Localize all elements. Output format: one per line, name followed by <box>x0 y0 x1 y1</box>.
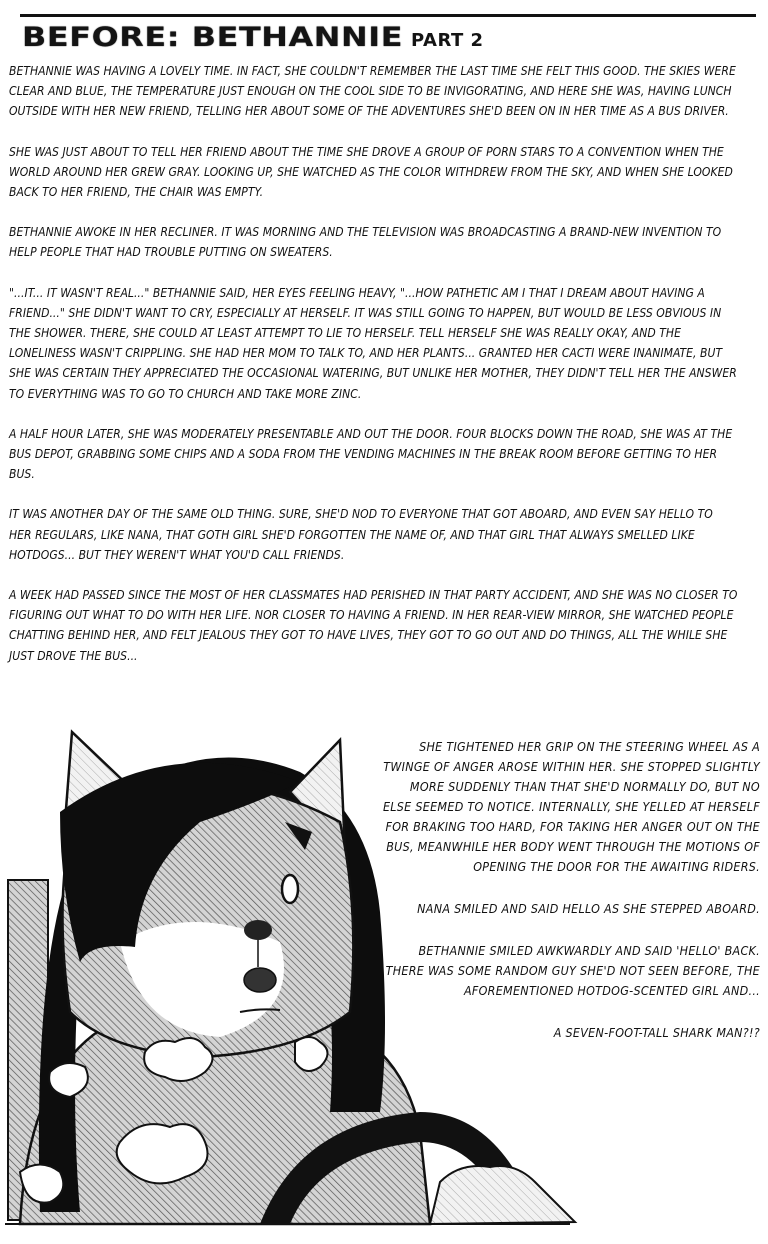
page-title <box>22 22 484 52</box>
story-paragraph: A HALF HOUR LATER, SHE WAS MODERATELY PRESENTABLE AND OUT THE DOOR. FOUR BLOCKS DOWN THE ROAD, SHE WAS AT THE BUS DEPOT, GRABBING SOME CHIPS AND A SODA FROM THE VENDING MACHINES IN THE BREAK ROOM BEFORE GETTING TO HER BUS. <box>9 425 733 482</box>
story-paragraph: BETHANNIE AWOKE IN HER RECLINER. IT WAS MORNING AND THE TELEVISION WAS BROADCASTING A BRAND-NEW INVENTION TO HELP PEOPLE THAT HAD TROUBLE PUTTING ON SWEATERS. <box>9 224 722 260</box>
story-body <box>9 61 761 686</box>
story-paragraph: SHE WAS JUST ABOUT TO TELL HER FRIEND ABOUT THE TIME SHE DROVE A GROUP OF PORN STARS TO A CONVENTION WHEN THE WORLD AROUND HER GREW GRAY. LOOKING UP, SHE WATCHED AS THE COLOR WITHDREW FROM THE SKY, AND WHEN SHE LOOKED BACK TO HER FRIEND, THE CHAIR WAS EMPTY. <box>9 143 733 200</box>
side-paragraph: BETHANNIE SMILED AWKWARDLY AND SAID 'HELLO' BACK. THERE WAS SOME RANDOM GUY SHE'D NOT SEEN BEFORE, THE AFOREMENTIONED HOTDOG-SCENTED GIRL AND... <box>385 943 760 998</box>
side-text-column <box>378 737 760 1063</box>
side-paragraph: SHE TIGHTENED HER GRIP ON THE STEERING WHEEL AS A TWINGE OF ANGER AROSE WITHIN HER. SHE STOPPED SLIGHTLY MORE SUDDENLY THAN THAT SHE'D NORMALLY DO, BUT NO ELSE SEEMED TO NOTICE. INTERNALLY, SHE YELLED AT HERSELF FOR BRAKING TOO HARD, FOR TAKING HER ANGER OUT ON THE BUS, MEANWHILE HER BODY WENT THROUGH THE MOTIONS OF OPENING THE DOOR FOR THE AWAITING RIDERS. <box>382 739 760 874</box>
title-part: PART 2 <box>410 30 484 51</box>
side-paragraph: A SEVEN-FOOT-TALL SHARK MAN?!? <box>553 1025 760 1040</box>
story-paragraph: BETHANNIE WAS HAVING A LOVELY TIME. IN FACT, SHE COULDN'T REMEMBER THE LAST TIME SHE FELT THIS GOOD. THE SKIES WERE CLEAR AND BLUE, THE TEMPERATURE JUST ENOUGH ON THE COOL SIDE TO BE INVIGORATING, AND HERE SHE WAS, HAVING LUNCH OUTSIDE WITH HER NEW FRIEND, TELLING HER ABOUT SOME OF THE ADVENTURES SHE'D BEEN ON IN HER TIME AS A BUS DRIVER. <box>9 63 736 119</box>
story-paragraph: A WEEK HAD PASSED SINCE THE MOST OF HER CLASSMATES HAD PERISHED IN THAT PARTY ACCIDENT, AND SHE WAS NO CLOSER TO FIGURING OUT WHAT TO DO WITH HER LIFE. NOR CLOSER TO HAVING A FRIEND. IN HER REAR-VIEW MIRROR, SHE WATCHED PEOPLE CHATTING BEHIND HER, AND FELT JEALOUS THEY GOT TO HAVE LIVES, THEY GOT TO GO OUT AND DO THINGS, ALL THE WHILE SHE JUST DROVE THE BUS... <box>9 587 738 663</box>
story-paragraph: IT WAS ANOTHER DAY OF THE SAME OLD THING. SURE, SHE'D NOD TO EVERYONE THAT GOT ABOARD, AND EVEN SAY HELLO TO HER REGULARS, LIKE NANA, THAT GOTH GIRL SHE'D FORGOTTEN THE NAME OF, AND THAT GIRL THAT ALWAYS SMELLED LIKE HOTDOGS... BUT THEY WEREN'T WHAT YOU'D CALL FRIENDS. <box>9 506 713 562</box>
top-divider-line <box>20 14 756 17</box>
title-main: BEFORE: BETHANNIE <box>22 22 404 53</box>
side-paragraph: NANA SMILED AND SAID HELLO AS SHE STEPPED ABOARD. <box>417 901 760 916</box>
story-paragraph: "...IT... IT WASN'T REAL..." BETHANNIE SAID, HER EYES FEELING HEAVY, "...HOW PATHETIC AM I THAT I DREAM ABOUT HAVING A FRIEND..." SHE DIDN'T WANT TO CRY, ESPECIALLY AT HERSELF. IT WAS STILL GOING TO HAPPEN, BUT WOULD BE LESS OBVIOUS IN THE SHOWER. THERE, SHE COULD AT LEAST ATTEMPT TO LIE TO HERSELF. TELL HERSELF SHE WAS REALLY OKAY, AND THE LONELINESS WASN'T CRIPPLING. SHE HAD HER MOM TO TALK TO, AND HER PLANTS... GRANTED HER CACTI WERE INANIMATE, BUT SHE WAS CERTAIN THEY APPRECIATED THE OCCASIONAL WATERING, BUT UNLIKE HER MOTHER, THEY DIDN'T TELL HER THE ANSWER TO EVERYTHING WAS TO GO TO CHURCH AND TAKE MORE ZINC. <box>9 284 737 401</box>
